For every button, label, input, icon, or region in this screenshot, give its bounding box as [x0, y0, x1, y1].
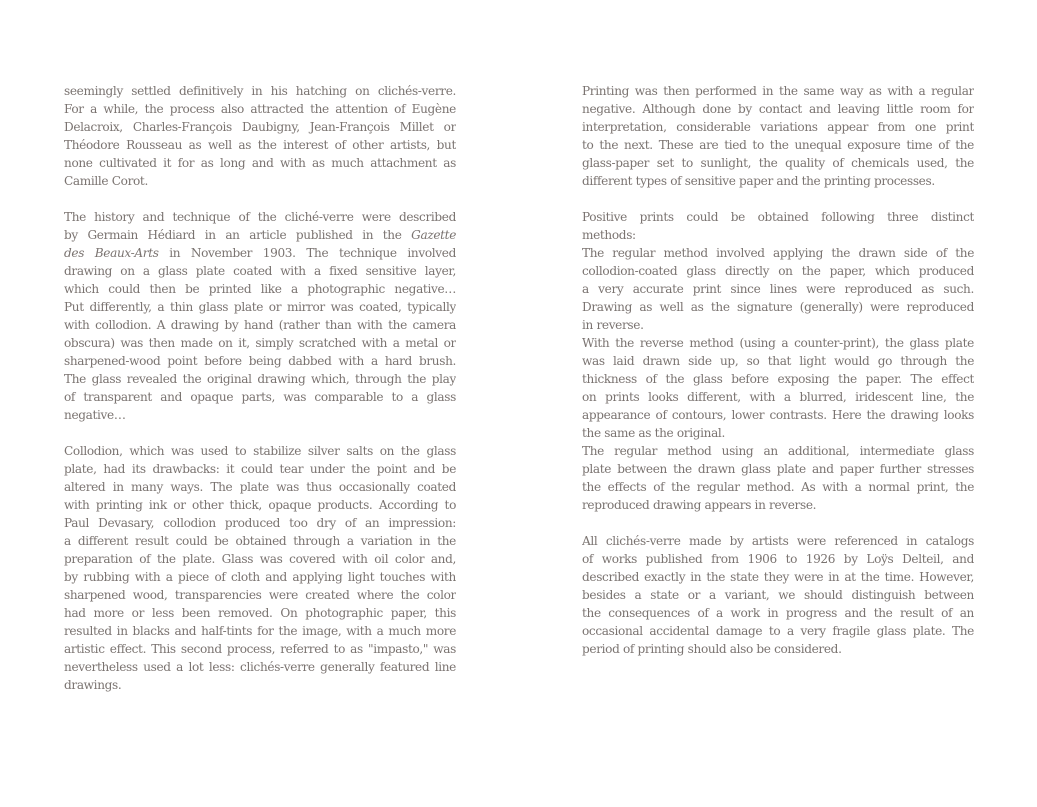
text-line: All clichés-verre made by artists were referenced in catalogs — [582, 534, 974, 548]
text-line: which could then be printed like a photographic negative… — [64, 282, 456, 296]
text-line: Printing was then performed in the same way as with a regular — [582, 84, 974, 98]
text-line: of works published from 1906 to 1926 by Loÿs Delteil, and — [582, 552, 974, 566]
text-line: Collodion, which was used to stabilize silver salts on the glass — [64, 444, 456, 458]
text-line — [64, 226, 456, 244]
text-line: the consequences of a work in progress and the result of an — [582, 606, 974, 620]
text-line: Drawing as well as the signature (generally) were reproduced — [582, 300, 974, 314]
text-line — [64, 244, 456, 262]
text-line: thickness of the glass before exposing the paper. The effect — [582, 372, 974, 386]
text-line: was laid drawn side up, so that light would go through the — [582, 354, 974, 368]
text-line: drawing on a glass plate coated with a fixed sensitive layer, — [64, 264, 456, 278]
text-line: resulted in blacks and half-tints for the image, with a much more — [64, 624, 456, 638]
text-line: sharpened-wood point before being dabbed with a hard brush. — [64, 354, 456, 368]
text-line: described exactly in the state they were in at the time. However, — [582, 570, 974, 584]
text-line: occasional accidental damage to a very fragile glass plate. The — [582, 624, 974, 638]
text-line: interpretation, considerable variations appear from one print — [582, 120, 974, 134]
left-column — [64, 82, 456, 712]
paragraph-collodion — [64, 442, 456, 694]
text-line: of transparent and opaque parts, was comparable to a glass — [64, 390, 456, 404]
text-line: sharpened wood, transparencies were created where the color — [64, 588, 456, 602]
text-fragment: by Germain Hédiard in an article published in the — [64, 228, 412, 242]
text-line: different types of sensitive paper and the printing processes. — [582, 174, 935, 188]
paragraph-corot — [64, 82, 456, 190]
paragraph-catalogs — [582, 532, 974, 658]
text-line: plate between the drawn glass plate and paper further stresses — [582, 462, 974, 476]
publication-title: des Beaux-Arts — [64, 246, 159, 260]
text-line: Delacroix, Charles-François Daubigny, Jean-François Millet or — [64, 120, 456, 134]
text-line: glass-paper set to sunlight, the quality of chemicals used, the — [582, 156, 974, 170]
text-line: negative. Although done by contact and leaving little room for — [582, 102, 974, 116]
text-line: nevertheless used a lot less: clichés-verre generally featured line — [64, 660, 456, 674]
text-line: period of printing should also be considered. — [582, 642, 842, 656]
text-line: The glass revealed the original drawing which, through the play — [64, 372, 456, 386]
text-line: drawings. — [64, 678, 122, 692]
text-line: had more or less been removed. On photographic paper, this — [64, 606, 456, 620]
text-line: with printing ink or other thick, opaque products. According to — [64, 498, 456, 512]
text-line: plate, had its drawbacks: it could tear under the point and be — [64, 462, 456, 476]
text-line: with collodion. A drawing by hand (rather than with the camera — [64, 318, 456, 332]
paragraph-methods — [582, 208, 974, 514]
text-line: preparation of the plate. Glass was covered with oil color and, — [64, 552, 456, 566]
text-line: Théodore Rousseau as well as the interest of other artists, but — [64, 138, 456, 152]
text-line: Positive prints could be obtained following three distinct — [582, 210, 974, 224]
publication-title: Gazette — [411, 228, 456, 242]
text-line: the same as the original. — [582, 426, 725, 440]
paragraph-printing — [582, 82, 974, 190]
text-line: to the next. These are tied to the unequal exposure time of the — [582, 138, 974, 152]
text-line: The regular method using an additional, intermediate glass — [582, 444, 974, 458]
text-fragment: in November 1903. The technique involved — [158, 246, 456, 260]
text-line: in reverse. — [582, 318, 644, 332]
text-line: on prints looks different, with a blurred, iridescent line, the — [582, 390, 974, 404]
text-line: obscura) was then made on it, simply scratched with a metal or — [64, 336, 456, 350]
right-column — [582, 82, 974, 676]
text-line: With the reverse method (using a counter-print), the glass plate — [582, 336, 974, 350]
text-line: methods: — [582, 228, 636, 242]
paragraph-history — [64, 208, 456, 424]
text-line: a very accurate print since lines were reproduced as such. — [582, 282, 974, 296]
text-line: Put differently, a thin glass plate or mirror was coated, typically — [64, 300, 456, 314]
text-line: negative… — [64, 408, 126, 422]
text-line: by rubbing with a piece of cloth and applying light touches with — [64, 570, 456, 584]
text-line: collodion-coated glass directly on the paper, which produced — [582, 264, 974, 278]
text-line: appearance of contours, lower contrasts. Here the drawing looks — [582, 408, 974, 422]
text-line: the effects of the regular method. As with a normal print, the — [582, 480, 974, 494]
text-line: For a while, the process also attracted the attention of Eugène — [64, 102, 456, 116]
text-line: Paul Devasary, collodion produced too dry of an impression: — [64, 516, 456, 530]
text-line: artistic effect. This second process, referred to as "impasto," was — [64, 642, 456, 656]
text-line: The regular method involved applying the drawn side of the — [582, 246, 974, 260]
text-line: altered in many ways. The plate was thus occasionally coated — [64, 480, 456, 494]
text-line: none cultivated it for as long and with as much attachment as — [64, 156, 456, 170]
text-line: a different result could be obtained through a variation in the — [64, 534, 456, 548]
text-line: reproduced drawing appears in reverse. — [582, 498, 817, 512]
text-line: The history and technique of the cliché-verre were described — [64, 210, 456, 224]
text-line: seemingly settled definitively in his hatching on clichés-verre. — [64, 84, 456, 98]
text-line: Camille Corot. — [64, 174, 148, 188]
text-line: besides a state or a variant, we should distinguish between — [582, 588, 974, 602]
